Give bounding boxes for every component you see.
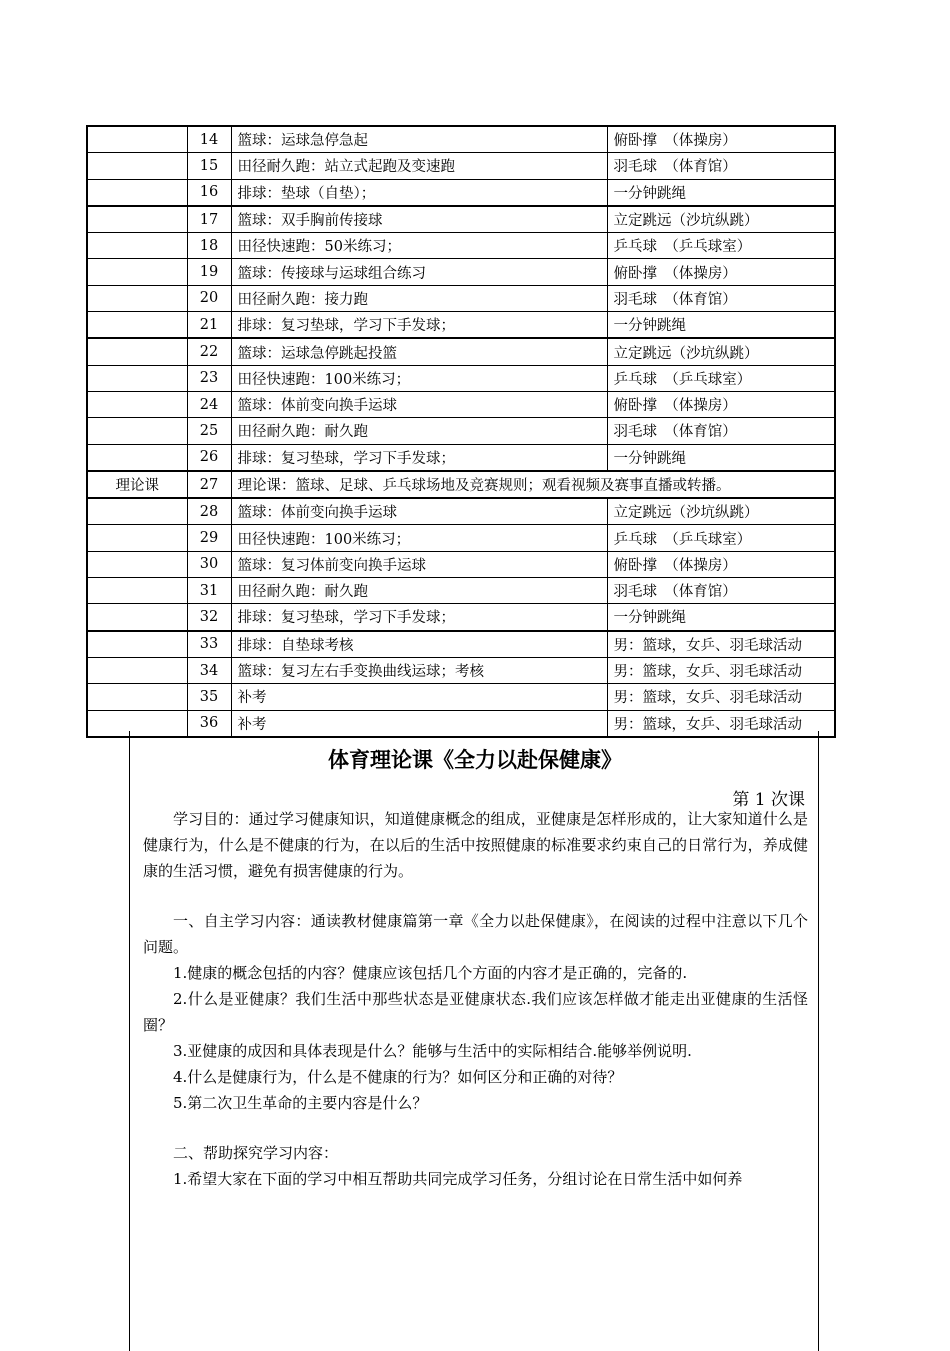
content-cell: 排球：垫球（自垫）；	[231, 179, 607, 206]
content-cell: 篮球：运球急停急起	[231, 126, 607, 153]
lesson-number-cell: 35	[187, 684, 231, 710]
category-cell	[87, 206, 187, 233]
content-cell: 田径耐久跑：耐久跑	[231, 418, 607, 444]
content-cell: 篮球：体前变向换手运球	[231, 391, 607, 417]
table-row	[87, 312, 835, 339]
category-cell: 理论课	[87, 471, 187, 498]
table-row	[87, 338, 835, 365]
content-cell: 田径快速跑：100米练习；	[231, 525, 607, 551]
table-row	[87, 179, 835, 206]
lesson-number-cell: 36	[187, 710, 231, 737]
table-row	[87, 525, 835, 551]
question-3: 3.亚健康的成因和具体表现是什么？能够与生活中的实际相结合.能够举例说明.	[173, 1042, 692, 1060]
content-cell: 田径耐久跑：站立式起跑及变速跑	[231, 153, 607, 179]
category-cell	[87, 631, 187, 658]
table-row	[87, 233, 835, 259]
schedule-body	[87, 126, 835, 737]
fitness-cell: 羽毛球 （体育馆）	[607, 418, 835, 444]
lesson-number-cell: 27	[187, 471, 231, 498]
category-cell	[87, 684, 187, 710]
lesson-number-cell: 17	[187, 206, 231, 233]
fitness-cell: 一分钟跳绳	[607, 312, 835, 339]
lesson-number-cell: 34	[187, 657, 231, 683]
content-cell: 田径快速跑：50米练习；	[231, 233, 607, 259]
fitness-cell: 立定跳远（沙坑纵跳）	[607, 498, 835, 525]
category-cell	[87, 391, 187, 417]
category-cell	[87, 285, 187, 311]
table-row	[87, 604, 835, 631]
category-cell	[87, 418, 187, 444]
lesson-number-cell: 14	[187, 126, 231, 153]
question-5: 5.第二次卫生革命的主要内容是什么？	[173, 1094, 428, 1112]
content-cell: 理论课：篮球、足球、乒乓球场地及竞赛规则；观看视频及赛事直播或转播。	[231, 471, 835, 498]
category-cell	[87, 604, 187, 631]
lesson-number-cell: 31	[187, 578, 231, 604]
fitness-cell: 立定跳远（沙坑纵跳）	[607, 338, 835, 365]
fitness-cell: 男：篮球，女乒、羽毛球活动	[607, 631, 835, 658]
category-cell	[87, 312, 187, 339]
content-cell: 排球：复习垫球，学习下手发球；	[231, 604, 607, 631]
lesson-number-cell: 20	[187, 285, 231, 311]
question-4: 4.什么是健康行为，什么是不健康的行为？如何区分和正确的对待？	[173, 1068, 623, 1086]
lesson-number-cell: 30	[187, 551, 231, 577]
category-cell	[87, 126, 187, 153]
fitness-cell: 乒乓球 （乒乓球室）	[607, 233, 835, 259]
lesson-number-cell: 16	[187, 179, 231, 206]
table-row	[87, 657, 835, 683]
fitness-cell: 乒乓球 （乒乓球室）	[607, 365, 835, 391]
lesson-number-cell: 21	[187, 312, 231, 339]
lesson-title: 体育理论课《全力以赴保健康》	[328, 748, 622, 772]
fitness-cell: 俯卧撑 （体操房）	[607, 551, 835, 577]
lesson-number-cell: 15	[187, 153, 231, 179]
category-cell	[87, 525, 187, 551]
content-cell: 篮球：运球急停跳起投篮	[231, 338, 607, 365]
content-cell: 排球：自垫球考核	[231, 631, 607, 658]
table-row	[87, 551, 835, 577]
table-row	[87, 471, 835, 498]
table-row	[87, 206, 835, 233]
fitness-cell: 羽毛球 （体育馆）	[607, 153, 835, 179]
content-cell: 排球：复习垫球，学习下手发球；	[231, 444, 607, 471]
fitness-cell: 俯卧撑 （体操房）	[607, 259, 835, 285]
content-cell: 田径快速跑：100米练习；	[231, 365, 607, 391]
content-cell: 篮球：复习体前变向换手运球	[231, 551, 607, 577]
table-row	[87, 365, 835, 391]
table-row	[87, 444, 835, 471]
fitness-cell: 男：篮球，女乒、羽毛球活动	[607, 657, 835, 683]
table-row	[87, 259, 835, 285]
category-cell	[87, 153, 187, 179]
lesson-number-cell: 22	[187, 338, 231, 365]
category-cell	[87, 498, 187, 525]
fitness-cell: 男：篮球，女乒、羽毛球活动	[607, 710, 835, 737]
lesson-number-cell: 29	[187, 525, 231, 551]
fitness-cell: 立定跳远（沙坑纵跳）	[607, 206, 835, 233]
lesson-number-cell: 26	[187, 444, 231, 471]
fitness-cell: 一分钟跳绳	[607, 604, 835, 631]
table-row	[87, 418, 835, 444]
section1-heading: 一、自主学习内容：通读教材健康篇第一章《全力以赴保健康》，在阅读的过程中注意以下几个问题。	[143, 912, 808, 956]
lesson-number-cell: 23	[187, 365, 231, 391]
category-cell	[87, 444, 187, 471]
table-row	[87, 126, 835, 153]
table-row	[87, 631, 835, 658]
content-cell: 排球：复习垫球，学习下手发球；	[231, 312, 607, 339]
content-cell: 补考	[231, 710, 607, 737]
table-row	[87, 578, 835, 604]
table-row	[87, 391, 835, 417]
lesson-number-cell: 19	[187, 259, 231, 285]
fitness-cell: 一分钟跳绳	[607, 444, 835, 471]
fitness-cell: 乒乓球 （乒乓球室）	[607, 525, 835, 551]
content-cell: 补考	[231, 684, 607, 710]
table-row	[87, 153, 835, 179]
content-cell: 篮球：传接球与运球组合练习	[231, 259, 607, 285]
lesson-number-cell: 33	[187, 631, 231, 658]
lesson-number-cell: 24	[187, 391, 231, 417]
lesson-number-cell: 18	[187, 233, 231, 259]
category-cell	[87, 657, 187, 683]
question-2: 2.什么是亚健康？我们生活中那些状态是亚健康状态.我们应该怎样做才能走出亚健康的生活怪圈？	[143, 990, 808, 1034]
lesson-body	[143, 806, 808, 1192]
category-cell	[87, 338, 187, 365]
table-row	[87, 684, 835, 710]
category-cell	[87, 578, 187, 604]
content-cell: 篮球：双手胸前传接球	[231, 206, 607, 233]
lesson-number-cell: 32	[187, 604, 231, 631]
fitness-cell: 羽毛球 （体育馆）	[607, 285, 835, 311]
section2-heading: 二、帮助探究学习内容：	[173, 1144, 339, 1162]
session-number: 第 1 次课	[732, 790, 805, 810]
fitness-cell: 俯卧撑 （体操房）	[607, 391, 835, 417]
fitness-cell: 男：篮球，女乒、羽毛球活动	[607, 684, 835, 710]
category-cell	[87, 551, 187, 577]
category-cell	[87, 259, 187, 285]
lesson-number-cell: 28	[187, 498, 231, 525]
content-cell: 篮球：体前变向换手运球	[231, 498, 607, 525]
fitness-cell: 俯卧撑 （体操房）	[607, 126, 835, 153]
schedule-table	[86, 125, 836, 738]
fitness-cell: 一分钟跳绳	[607, 179, 835, 206]
category-cell	[87, 179, 187, 206]
content-cell: 田径耐久跑：耐久跑	[231, 578, 607, 604]
question-1: 1.健康的概念包括的内容？健康应该包括几个方面的内容才是正确的，完备的.	[173, 964, 688, 982]
category-cell	[87, 365, 187, 391]
objective-paragraph: 学习目的：通过学习健康知识，知道健康概念的组成，亚健康是怎样形成的，让大家知道什么是健康行为，什么是不健康的行为，在以后的生活中按照健康的标准要求约束自己的日常行为，养成健康的生活习惯，避免有损害健康的行为。	[143, 810, 808, 880]
table-row	[87, 498, 835, 525]
category-cell	[87, 233, 187, 259]
content-cell: 田径耐久跑：接力跑	[231, 285, 607, 311]
content-cell: 篮球：复习左右手变换曲线运球；考核	[231, 657, 607, 683]
section2-item-1: 1.希望大家在下面的学习中相互帮助共同完成学习任务，分组讨论在日常生活中如何养	[173, 1170, 743, 1188]
fitness-cell: 羽毛球 （体育馆）	[607, 578, 835, 604]
table-row	[87, 285, 835, 311]
lesson-number-cell: 25	[187, 418, 231, 444]
